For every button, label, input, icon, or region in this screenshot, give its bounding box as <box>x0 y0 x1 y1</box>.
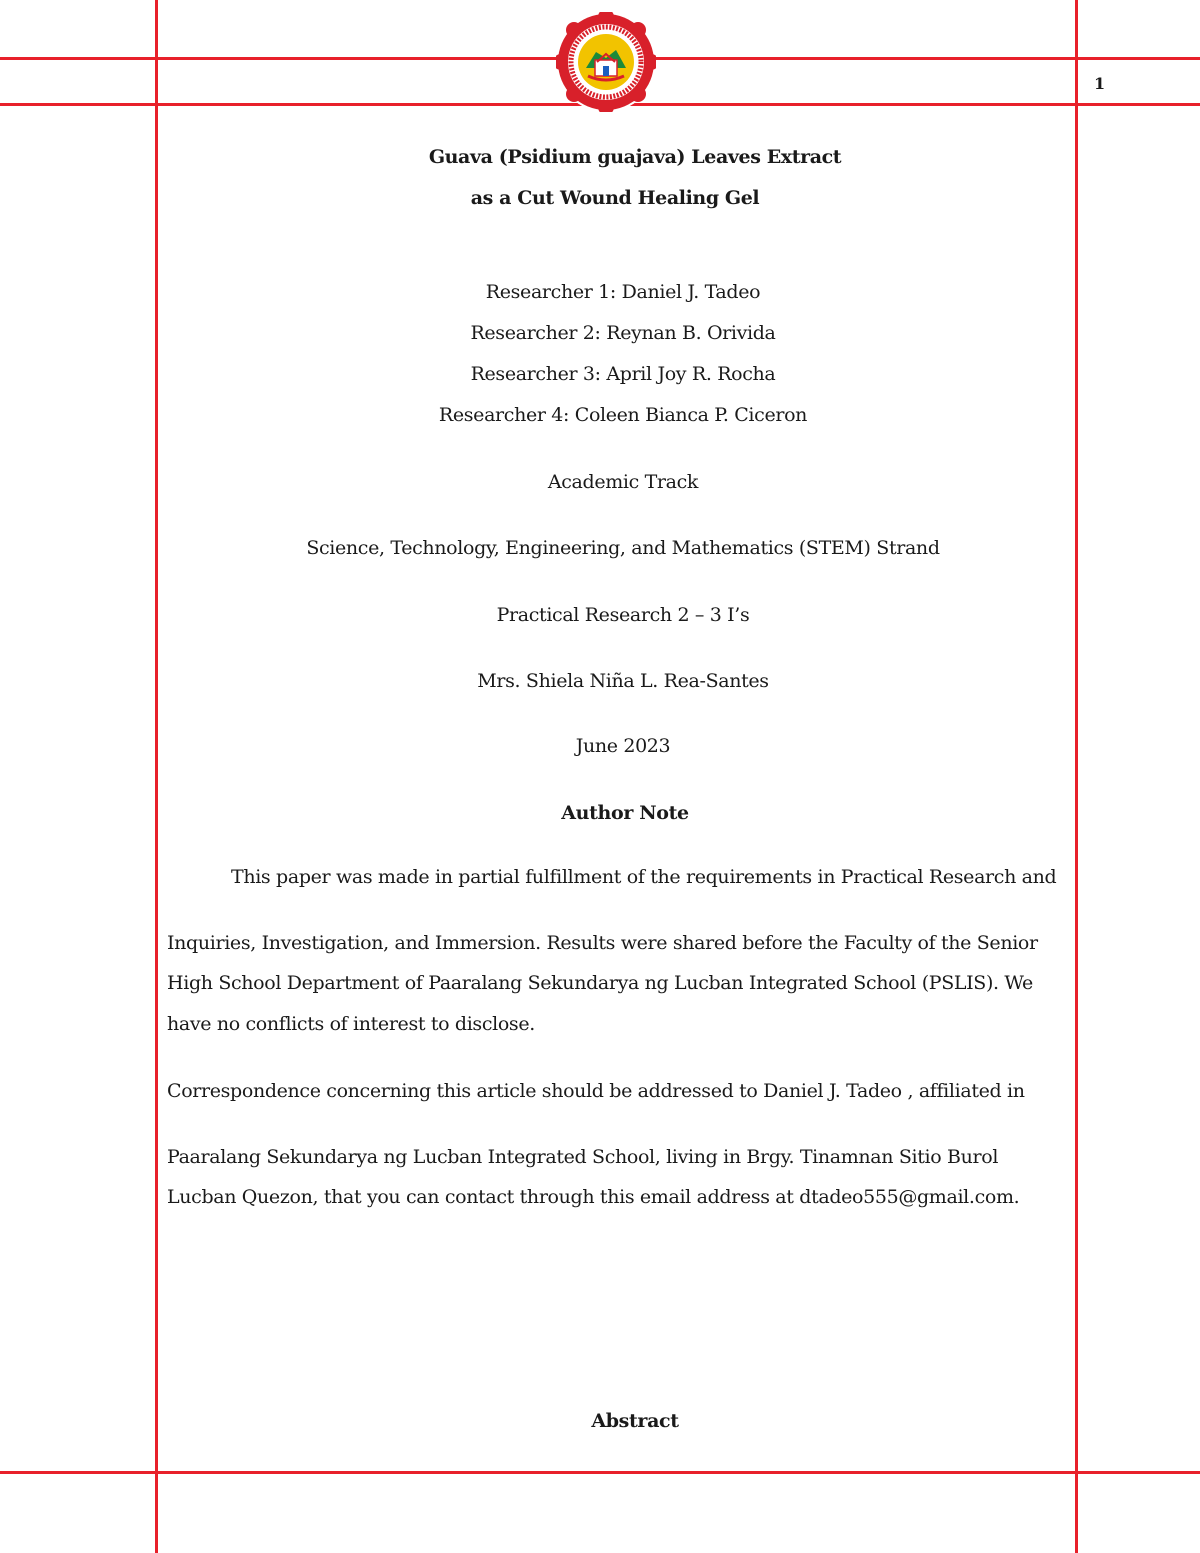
author-note-p1-line-1: This paper was made in partial fulfillment of the requirements in Practical Research and <box>231 866 1057 888</box>
date: June 2023 <box>575 735 671 757</box>
researcher-4: Researcher 4: Coleen Bianca P. Ciceron <box>438 404 808 426</box>
author-note-p2-line-2: Paaralang Sekundarya ng Lucban Integrated School, living in Brgy. Tinamnan Sitio Burol <box>167 1146 999 1168</box>
author-note-p2-line-1: Correspondence concerning this article should be addressed to Daniel J. Tadeo , affiliated in <box>167 1080 1025 1102</box>
researcher-1: Researcher 1: Daniel J. Tadeo <box>485 281 761 303</box>
adviser: Mrs. Shiela Niña L. Rea-Santes <box>477 670 769 692</box>
school-seal-icon <box>556 12 656 112</box>
footer-rule <box>0 1471 1200 1474</box>
strand: Science, Technology, Engineering, and Mathematics (STEM) Strand <box>306 537 940 559</box>
left-margin-rule <box>155 0 158 1553</box>
page-number: 1 <box>1094 74 1106 93</box>
researcher-3: Researcher 3: April Joy R. Rocha <box>470 363 776 385</box>
author-note-p1-line-4: have no conflicts of interest to disclose. <box>167 1013 535 1035</box>
academic-track: Academic Track <box>547 471 699 493</box>
author-note-heading: Author Note <box>561 802 689 824</box>
author-note-p1-line-2: Inquiries, Investigation, and Immersion. Results were shared before the Faculty of the Senior <box>167 932 1038 954</box>
author-note-p2-line-3: Lucban Quezon, that you can contact through this email address at dtadeo555@gmail.com. <box>167 1186 1020 1208</box>
subject: Practical Research 2 – 3 I’s <box>496 604 750 626</box>
paper-title-line-1: Guava (Psidium guajava) Leaves Extract <box>428 146 842 168</box>
paper-title-line-2: as a Cut Wound Healing Gel <box>470 187 760 209</box>
researcher-2: Researcher 2: Reynan B. Orivida <box>470 322 776 344</box>
abstract-heading: Abstract <box>591 1410 679 1432</box>
right-margin-rule <box>1075 0 1078 1553</box>
author-note-p1-line-3: High School Department of Paaralang Sekundarya ng Lucban Integrated School (PSLIS). We <box>167 972 1033 994</box>
